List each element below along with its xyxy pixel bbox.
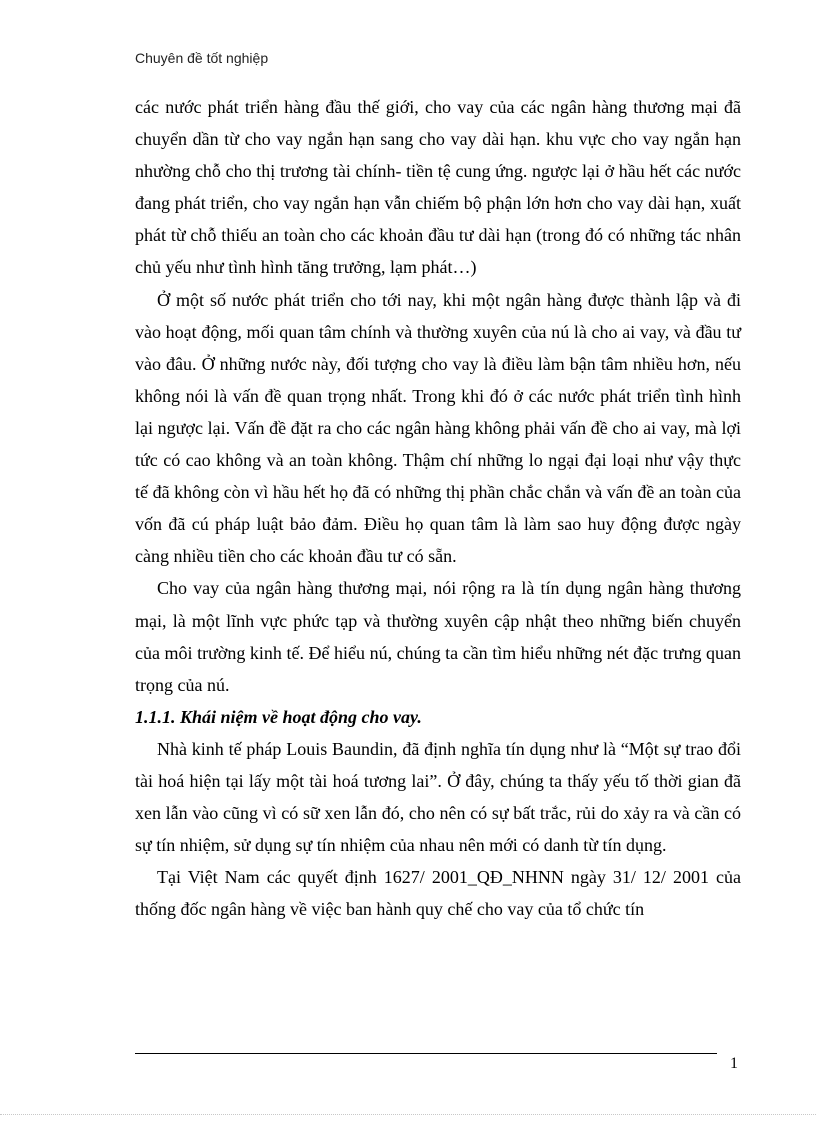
document-header: Chuyên đề tốt nghiệp xyxy=(135,50,269,66)
paragraph-2: Ở một số nước phát triển cho tới nay, khi một ngân hàng được thành lập và đi vào hoạt động, mối quan tâm chính và thường xuyên của nú là cho ai vay, và đầu tư vào đâu. Ở những nước này, đối tượng cho vay là điều làm bận tâm nhiều hơn, nếu không nói là vấn đề quan trọng nhất. Trong khi đó ở các nước phát triển tình hình lại ngược lại. Vấn đề đặt ra cho các ngân hàng không phải vấn đề cho ai vay, mà lợi tức có cao không và an toàn không. Thậm chí những lo ngại đại loại như vậy thực tế đã không còn vì hầu hết họ đã có những thị phần chắc chắn và vấn đề an toàn của vốn đã cú pháp luật bảo đảm. Điều họ quan tâm là làm sao huy động được ngày càng nhiều tiền cho các khoản đầu tư có sẵn. xyxy=(135,289,741,567)
document-body xyxy=(135,91,741,925)
page-edge-divider xyxy=(0,1114,816,1115)
section-heading: 1.1.1. Khái niệm về hoạt động cho vay. xyxy=(135,706,422,727)
page-number: 1 xyxy=(730,1055,738,1072)
paragraph-1: các nước phát triển hàng đầu thế giới, cho vay của các ngân hàng thương mại đã chuyển dần từ cho vay ngắn hạn sang cho vay dài hạn. khu vực cho vay ngắn hạn nhường chỗ cho thị trương tài chính- tiền tệ cung ứng. ngược lại ở hầu hết các nước đang phát triển, cho vay ngắn hạn vẫn chiếm bộ phận lớn hơn cho vay dài hạn, xuất phát từ chỗ thiếu an toàn cho các khoản đầu tư dài hạn (trong đó có những tác nhân chủ yếu như tình hình tăng trưởng, lạm phát…) xyxy=(135,97,741,278)
footer-rule xyxy=(135,1053,717,1054)
paragraph-5: Tại Việt Nam các quyết định 1627/ 2001_QĐ_NHNN ngày 31/ 12/ 2001 của thống đốc ngân hàng về việc ban hành quy chế cho vay của tổ chức tín xyxy=(135,867,741,920)
paragraph-4: Nhà kinh tế pháp Louis Baundin, đã định nghĩa tín dụng như là “Một sự trao đổi tài hoá hiện tại lấy một tài hoá tương lai”. Ở đây, chúng ta thấy yếu tố thời gian đã xen lẫn vào cũng vì có sữ xen lẫn đó, cho nên có sự bất trắc, rủi do xảy ra và cần có sự tín nhiệm, sử dụng sự tín nhiệm của nhau nên mới có danh từ tín dụng. xyxy=(135,738,741,856)
paragraph-3: Cho vay của ngân hàng thương mại, nói rộng ra là tín dụng ngân hàng thương mại, là một lĩnh vực phức tạp và thường xuyên cập nhật theo những biến chuyển của môi trường kinh tế. Để hiểu nú, chúng ta cần tìm hiểu những nét đặc trưng quan trọng của nú. xyxy=(135,578,741,695)
